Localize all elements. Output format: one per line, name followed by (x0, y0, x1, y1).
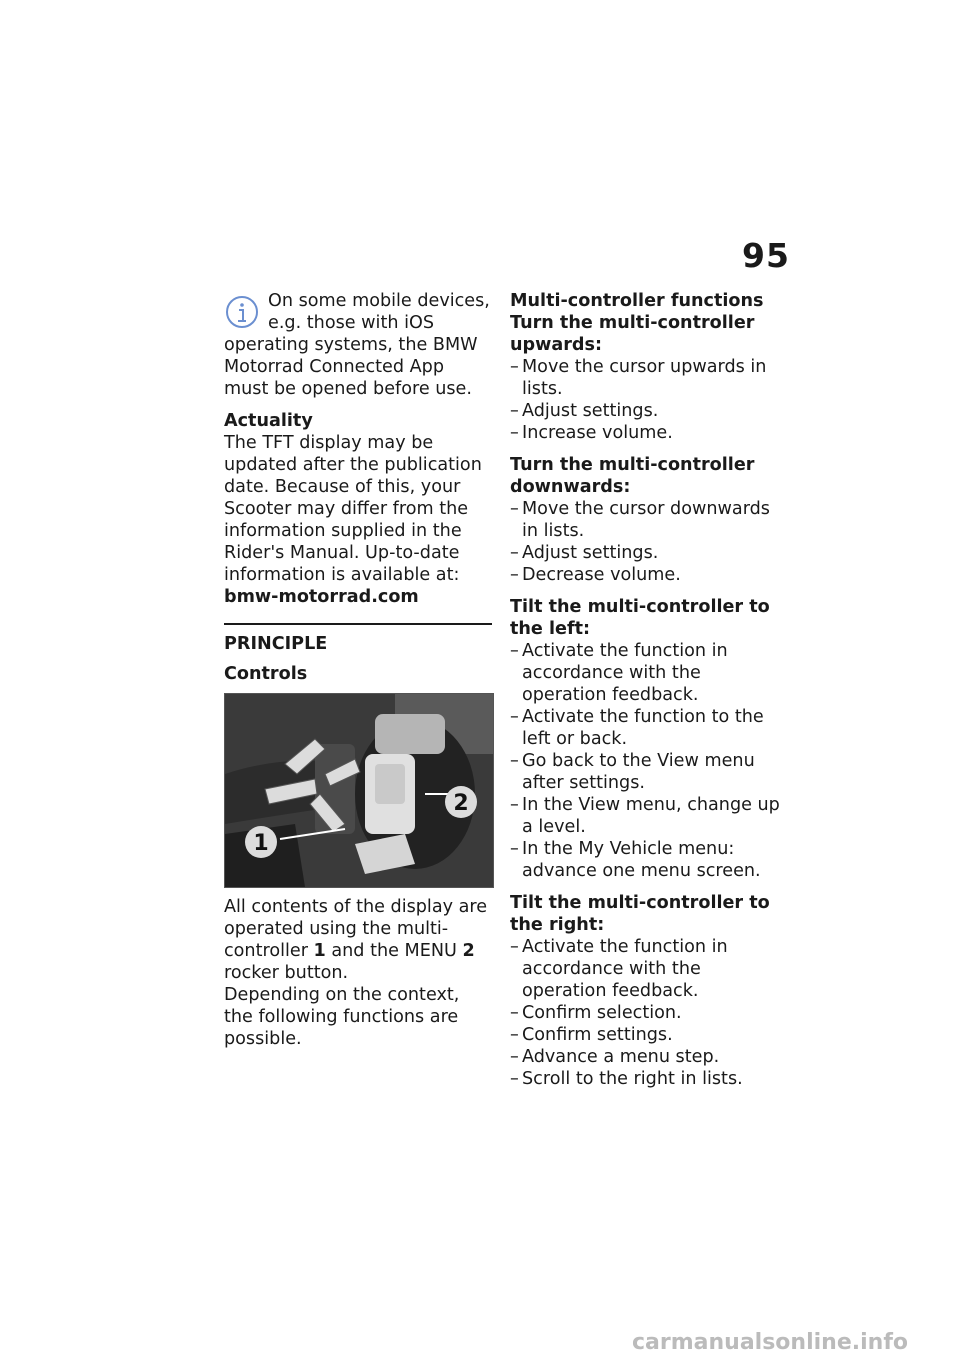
handlebar-controls-image (224, 693, 494, 888)
actuality-text: The TFT display may be updated after the publication date. Because of this, your Scooter may differ from the information supplied in the Rider's Manual. Up-to-date information is available at: (224, 433, 482, 585)
section-divider (224, 623, 492, 625)
group-heading-left: Tilt the multi-controller to the left: (510, 597, 770, 639)
list-item: – Activate the function in accordance with the operation feedback. (510, 640, 780, 706)
list-item: – Go back to the View menu after settings. (510, 750, 780, 794)
list-item: – In the My Vehicle menu: advance one menu screen. (510, 838, 780, 882)
list-item: – Move the cursor downwards in lists. (510, 498, 780, 542)
controls-heading: Controls (224, 664, 308, 684)
section-title: PRINCIPLE (224, 634, 328, 654)
list-down (510, 498, 780, 586)
group-heading-right: Tilt the multi-controller to the right: (510, 893, 770, 935)
group-heading-up: Turn the multi-controller upwards: (510, 313, 755, 355)
actuality-heading: Actuality (224, 411, 313, 431)
figure-label-2: 2 (453, 791, 469, 816)
list-item: – Scroll to the right in lists. (510, 1068, 780, 1090)
list-left (510, 640, 780, 882)
note-text: operating systems, the BMW Motorrad Connected App must be opened before use. (224, 335, 478, 399)
list-item: – Activate the function in accordance with the operation feedback. (510, 936, 780, 1002)
right-column (510, 290, 780, 1090)
left-column (224, 290, 492, 1050)
group-heading-down: Turn the multi-controller downwards: (510, 455, 755, 497)
info-icon (224, 294, 260, 330)
list-item: – In the View menu, change up a level. (510, 794, 780, 838)
note-line-1: On some mobile devices, (268, 291, 490, 311)
context-text: Depending on the context, the following functions are possible. (224, 985, 460, 1049)
functions-heading: Multi-controller functions (510, 291, 764, 311)
list-item: – Move the cursor upwards in lists. (510, 356, 780, 400)
list-item: – Adjust settings. (510, 542, 780, 564)
info-note (224, 290, 492, 400)
list-item: – Activate the function to the left or back. (510, 706, 780, 750)
list-item: – Confirm settings. (510, 1024, 780, 1046)
list-item: – Advance a menu step. (510, 1046, 780, 1068)
list-item: – Decrease volume. (510, 564, 780, 586)
list-item: – Increase volume. (510, 422, 780, 444)
controls-description: All contents of the display are operated using the multi-controller 1 and the MENU 2 rocker button. (224, 897, 488, 983)
figure-label-1: 1 (253, 831, 269, 856)
list-up (510, 356, 780, 444)
page-number: 95 (742, 236, 790, 275)
note-line-2: e.g. those with iOS (268, 313, 434, 333)
list-item: – Confirm selection. (510, 1002, 780, 1024)
website-link[interactable]: bmw-motorrad.com (224, 587, 419, 607)
watermark-footer: carmanualsonline.info (632, 1330, 908, 1355)
list-item: – Adjust settings. (510, 400, 780, 422)
list-right (510, 936, 780, 1090)
